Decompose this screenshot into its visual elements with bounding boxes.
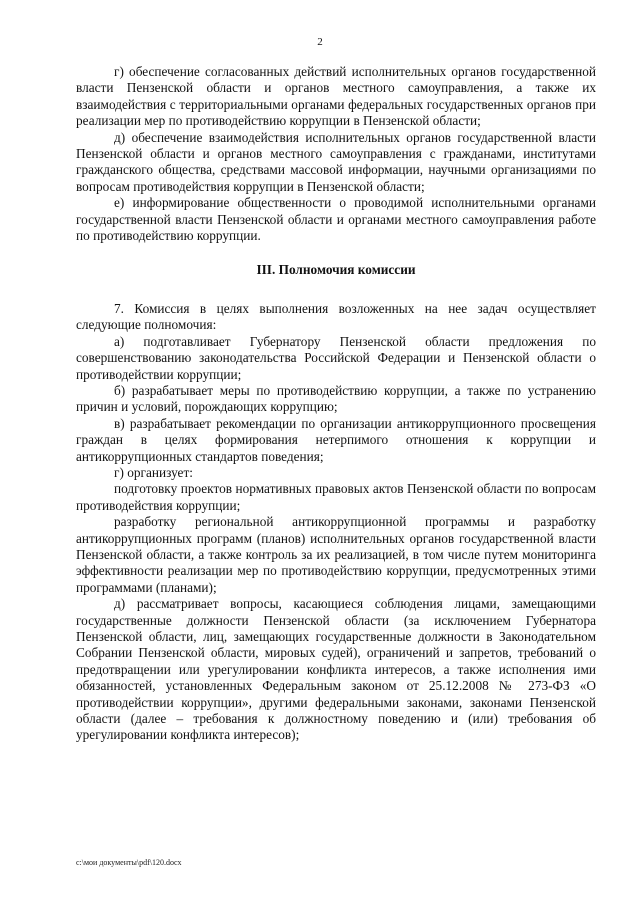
paragraph: б) разрабатывает меры по противодействию коррупции, а также по устранению причин и условий, порождающих коррупцию;	[76, 382, 596, 415]
paragraph: разработку региональной антикоррупционной программы и разработку антикоррупционных программ (планов) исполнительных органов государственной власти Пензенской области, а также контроль за их реализацией, в том числе путем мониторинга эффективности реализации мер по противодействию коррупции, предусмотренных этими программами (планами);	[76, 514, 596, 595]
paragraph: г) организует:	[114, 464, 193, 480]
paragraph: подготовку проектов нормативных правовых актов Пензенской области по вопросам противодействия коррупции;	[76, 481, 596, 513]
document-body	[76, 64, 596, 744]
paragraph: д) обеспечение взаимодействия исполнительных органов государственной власти Пензенской области и органов местного самоуправления с гражданами, институтами гражданского общества, средствами массовой информации, научными организациями по вопросам противодействия коррупции в Пензенской области;	[76, 129, 596, 194]
section-heading: III. Полномочия комиссии	[256, 262, 416, 278]
paragraph: е) информирование общественности о проводимой исполнительными органами государственной власти Пензенской области и органами местного самоуправления работе по противодействию коррупции.	[76, 195, 596, 244]
paragraph: 7. Комиссия в целях выполнения возложенных на нее задач осуществляет следующие полномочия:	[76, 300, 596, 333]
paragraph: д) рассматривает вопросы, касающиеся соблюдения лицами, замещающими государственные должности Пензенской области (за исключением Губернатора Пензенской области, лиц, замещающих государственные должности в Законодательном Собрании Пензенской области, мировых судей), ограничений и запретов, требований о предотвращении или урегулировании конфликта интересов, а также исполнения ими обязанностей, установленных Федеральным законом от 25.12.2008 № 273-ФЗ «О противодействии коррупции», другими федеральными законами, законами Пензенской области (далее – требования к должностному поведению и (или) требования об урегулировании конфликта интересов);	[76, 596, 596, 743]
paragraph: в) разрабатывает рекомендации по организации антикоррупционного просвещения граждан в целях формирования нетерпимого отношения к коррупции и антикоррупционных стандартов поведения;	[76, 415, 596, 464]
page-number: 2	[317, 36, 323, 48]
paragraph: а) подготавливает Губернатору Пензенской области предложения по совершенствованию законодательства Российской Федерации и Пензенской области о противодействии коррупции;	[76, 333, 596, 382]
footer-file-path: c:\мои документы\pdf\120.docx	[76, 858, 182, 867]
paragraph: г) обеспечение согласованных действий исполнительных органов государственной власти Пензенской области и органов местного самоуправления, а также их взаимодействия с территориальными органами федеральных государственных органов при реализации мер по противодействию коррупции в Пензенской области;	[76, 64, 596, 129]
